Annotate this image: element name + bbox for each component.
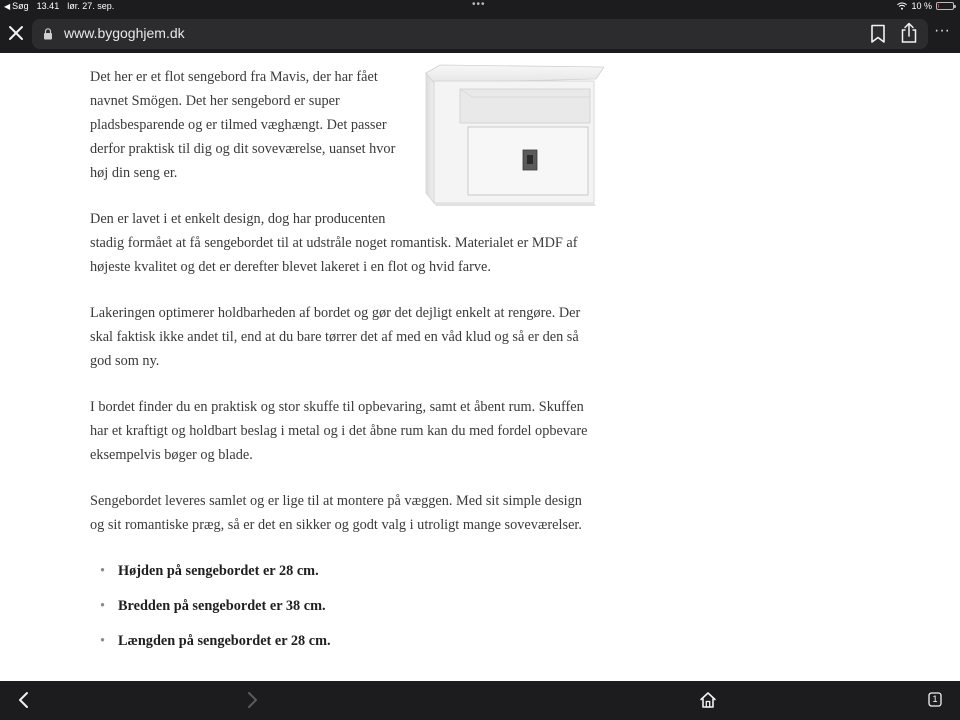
spec-text: Bredden på sengebordet er 38 cm. <box>118 598 326 614</box>
status-left <box>4 1 114 11</box>
status-bar <box>0 0 960 14</box>
article <box>90 65 590 664</box>
share-icon[interactable] <box>900 22 918 44</box>
browser-toolbar <box>0 14 960 53</box>
battery-icon <box>936 2 954 10</box>
battery-percent: 10 % <box>911 1 932 11</box>
nightstand-product-image <box>420 61 604 207</box>
tabs-icon[interactable] <box>928 692 944 708</box>
multitasking-dots-icon[interactable]: ••• <box>472 0 486 10</box>
article-paragraph: Det her er et flot sengebord fra Mavis, der har fået navnet Smögen. Det her sengebord er super pladsbesparende og er tilmed væghængt. Det passer derfor praktisk til dig og dit soveværelse, uanset hvor høj din seng er. <box>90 69 396 181</box>
bottom-toolbar <box>0 681 960 720</box>
article-paragraph: I bordet finder du en praktisk og stor skuffe til opbevaring, samt et åbent rum. Skuffen har et kraftigt og holdbart beslag i metal og i det åbne rum kan du med fordel opbevare eksempelvis bøger og blade. <box>90 399 588 463</box>
status-right <box>897 1 954 11</box>
address-bar[interactable] <box>32 19 928 49</box>
more-icon[interactable]: ··· <box>934 22 950 39</box>
forward-icon[interactable] <box>244 690 260 710</box>
battery-level <box>938 4 939 8</box>
back-icon[interactable] <box>16 690 32 710</box>
home-icon[interactable] <box>699 691 717 709</box>
wifi-icon <box>897 2 907 10</box>
spec-text: Længden på sengebordet er 28 cm. <box>118 633 331 649</box>
back-to-app-label[interactable]: Søg <box>12 1 29 11</box>
lock-icon <box>43 28 53 40</box>
status-date: lør. 27. sep. <box>67 1 115 11</box>
status-time: 13.41 <box>36 1 60 11</box>
bullet-icon: • <box>100 633 106 649</box>
tab-count: 1 <box>932 694 938 704</box>
close-icon[interactable] <box>6 23 26 43</box>
spec-item-length <box>90 629 590 653</box>
spec-text: Højden på sengebordet er 28 cm. <box>118 563 319 579</box>
spec-item-width <box>90 594 590 618</box>
bullet-icon: • <box>100 598 106 614</box>
spec-item-height <box>90 559 590 583</box>
bullet-icon: • <box>100 563 106 579</box>
url-text[interactable]: www.bygoghjem.dk <box>64 25 185 41</box>
article-paragraph: Lakeringen optimerer holdbarheden af bordet og gør det dejligt enkelt at rengøre. Der skal faktisk ikke andet til, end at du bare tørrer det af med en våd klud og så er den så god som ny. <box>90 305 581 369</box>
article-paragraph: Sengebordet leveres samlet og er lige til at montere på væggen. Med sit simple design og sit romantiske præg, så er det en sikker og godt valg i utroligt mange soveværelser. <box>90 493 582 533</box>
article-paragraph: Den er lavet i et enkelt design, dog har producenten stadig formået at få sengebordet til at udstråle noget romantisk. Materialet er MDF af højeste kvalitet og det er derefter blevet lakeret i en flot og hvid farve. <box>90 211 578 275</box>
back-to-app-icon[interactable]: ◀ <box>4 1 11 11</box>
spec-list <box>90 559 590 653</box>
bookmark-icon[interactable] <box>869 24 887 44</box>
page-content <box>0 53 960 681</box>
battery-tip <box>954 5 956 8</box>
